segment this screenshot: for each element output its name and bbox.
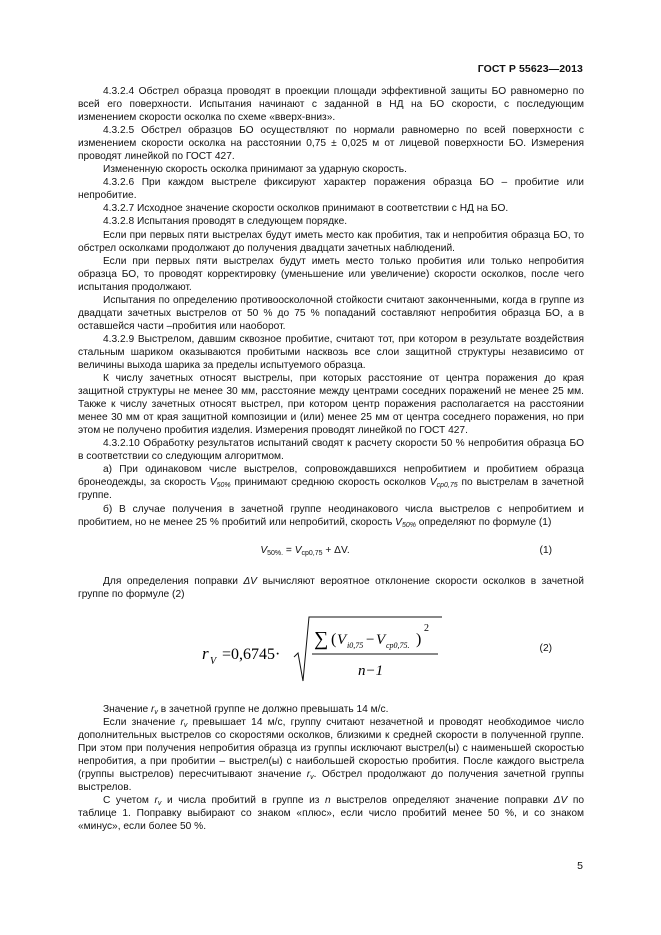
formula-2: [78, 609, 584, 689]
svg-text:∑: ∑: [314, 627, 329, 650]
paragraph: Для определения поправки ΔV вычисляют вероятное отклонение скорости осколков в зачетной группе по формуле (2): [78, 575, 584, 600]
svg-text:2: 2: [424, 622, 429, 634]
symbol-rv: $r_v$: [180, 716, 188, 729]
paragraph: Если при первых пяти выстрелах будут иметь место только пробития или только непробития образца БО, то проводят корректировку (уменьшение или увеличение) скорости осколков, после чего испытания продолжают.: [78, 255, 584, 293]
paragraph: Если значение $r_v$ превышает 14 м/с, группу считают незачетной и проводят необходимое число дополнительных выстрелов со скоростями осколков, близкими к средней скорости в полученной группе. При этом при получения непробития образца из группы исключают выстрел(ы) с наименьшей скоростью непробития, а при пробитии – выстрел(ы) с наибольшей скоростью пробития. После каждого выстрела (группы выстрелов) пересчитывают значение $r_v$. Обстрел продолжают до получения зачетной группы выстрелов.: [78, 716, 585, 794]
text-run: принимают среднюю скорость осколков: [230, 477, 430, 489]
paragraph: Значение $r_v$ в зачетной группе не должно превышать 14 м/с.: [103, 703, 389, 716]
text-run: б) В случае получения в зачетной группе неодинакового числа выстрелов с непробитием и пробитием, но не менее 25 % пробитий или непробитий, скорость: [78, 503, 584, 528]
paragraph: 4.3.2.10 Обработку результатов испытаний сводят к расчету скорости 50 % непробития образца БО в соответствии со следующим алгоритмом.: [78, 438, 584, 463]
formula-2-expression: [198, 609, 448, 689]
symbol-v50: $V_{50\%}$: [395, 516, 416, 529]
text-run: по выстрелам в зачетной группе.: [78, 477, 584, 502]
text-run: а) При одинаковом числе выстрелов, сопровождавшихся непробитием и пробитием образца бронеодежды, за скорость: [78, 464, 584, 489]
page-number: 5: [577, 860, 583, 872]
svg-text:r: r: [202, 643, 209, 663]
paragraph: 4.3.2.6 При каждом выстреле фиксируют характер поражения образца БО – пробитие или непробитие.: [78, 177, 584, 202]
svg-text:i0,75: i0,75: [347, 640, 364, 650]
paragraph: 4.3.2.8 Испытания проводят в следующем порядке.: [103, 216, 348, 228]
document-body: [78, 85, 584, 833]
symbol-vcp: $V_{ср0,75}$: [429, 477, 458, 490]
symbol-rv: $r_v$: [306, 768, 314, 781]
paragraph: 4.3.2.4 Обстрел образца проводят в проекции площади эффективной защиты БО равномерно по всей его поверхности. Испытания начинают с заданной в НД на БО скорости, с последующим изменением скорости осколка по схеме «вверх-вниз».: [78, 86, 584, 124]
paragraph: 4.3.2.5 Обстрел образцов БО осуществляют по нормали равномерно по всей поверхности с изменением скорости осколка на расстоянии 0,75 ± 0,025 м от лицевой поверхности БО. Измерения проводят линейкой по ГОСТ 427.: [78, 125, 584, 163]
svg-text:V: V: [376, 631, 386, 648]
svg-text:n−1: n−1: [358, 662, 384, 679]
paragraph-item-b: [78, 503, 584, 529]
standard-header: ГОСТ Р 55623—2013: [477, 63, 583, 75]
svg-text:−: −: [366, 631, 375, 648]
symbol-rv: $r_v$: [154, 795, 162, 808]
svg-text:=0,6745·: =0,6745·: [222, 645, 281, 663]
paragraph: Если при первых пяти выстрелах будут иметь место как пробития, так и непробития образца БО, то обстрел осколками продолжают до получения двадцати зачетных наблюдений.: [78, 229, 584, 254]
svg-text:V: V: [210, 655, 217, 667]
svg-text:ср0,75.: ср0,75.: [386, 640, 410, 650]
text-run: определяют по формуле (1): [415, 516, 552, 528]
formula-2-number: (2): [539, 643, 552, 655]
paragraph: С учетом $r_v$ и числа пробитий в группе из n выстрелов определяют значение поправки ΔV по таблице 1. Поправку выбирают со знаком «плюс», если число пробитий менее 50 %, и со знаком «минус», если более 50 %.: [78, 795, 585, 833]
symbol-v50: $V_{50\%}$: [209, 477, 231, 490]
symbol-rv: $r_v$: [151, 703, 158, 716]
paragraph-item-a: [78, 463, 584, 502]
paragraph: К числу зачетных относят выстрелы, при которых расстояние от центра поражения до края защитной структуры не менее 30 мм, расстояние между центрами соседних поражений не менее 25 мм. Также к числу зачетных относят выстрел, при котором центр поражения располагается на расстоянии менее 30 мм от края защитной композиции и (или) менее 25 мм от центра соседнего поражения, но при этом не получено пробития изделия. Измерения проводят линейкой по ГОСТ 427.: [78, 373, 584, 437]
formula-1-expression: $V_{50\%.} = V_{ср0,75} + \Delta V$.: [260, 544, 350, 557]
formula-1-number: (1): [539, 544, 552, 556]
paragraph: 4.3.2.7 Исходное значение скорости осколков принимают в соответствии с НД на БО.: [103, 203, 509, 215]
paragraph: Испытания по определению противоосколочной стойкости считают законченными, когда в группе из двадцати зачетных выстрелов от 50 % до 75 % попаданий составляют непробития образца БО, а в оставшейся части –пробития или наоборот.: [78, 294, 584, 332]
formula-1: [78, 544, 584, 557]
paragraph: Измененную скорость осколка принимают за ударную скорость.: [103, 164, 407, 176]
svg-text:(: (: [331, 630, 337, 648]
svg-text:): ): [416, 630, 422, 648]
paragraph: 4.3.2.9 Выстрелом, давшим сквозное пробитие, считают тот, при котором в результате воздействия стальным шариком оказываются пробитыми насквозь все слои защитной структуры независимо от величины выхода шарика за пределы испытуемого образца.: [78, 333, 584, 371]
svg-text:V: V: [337, 631, 347, 648]
